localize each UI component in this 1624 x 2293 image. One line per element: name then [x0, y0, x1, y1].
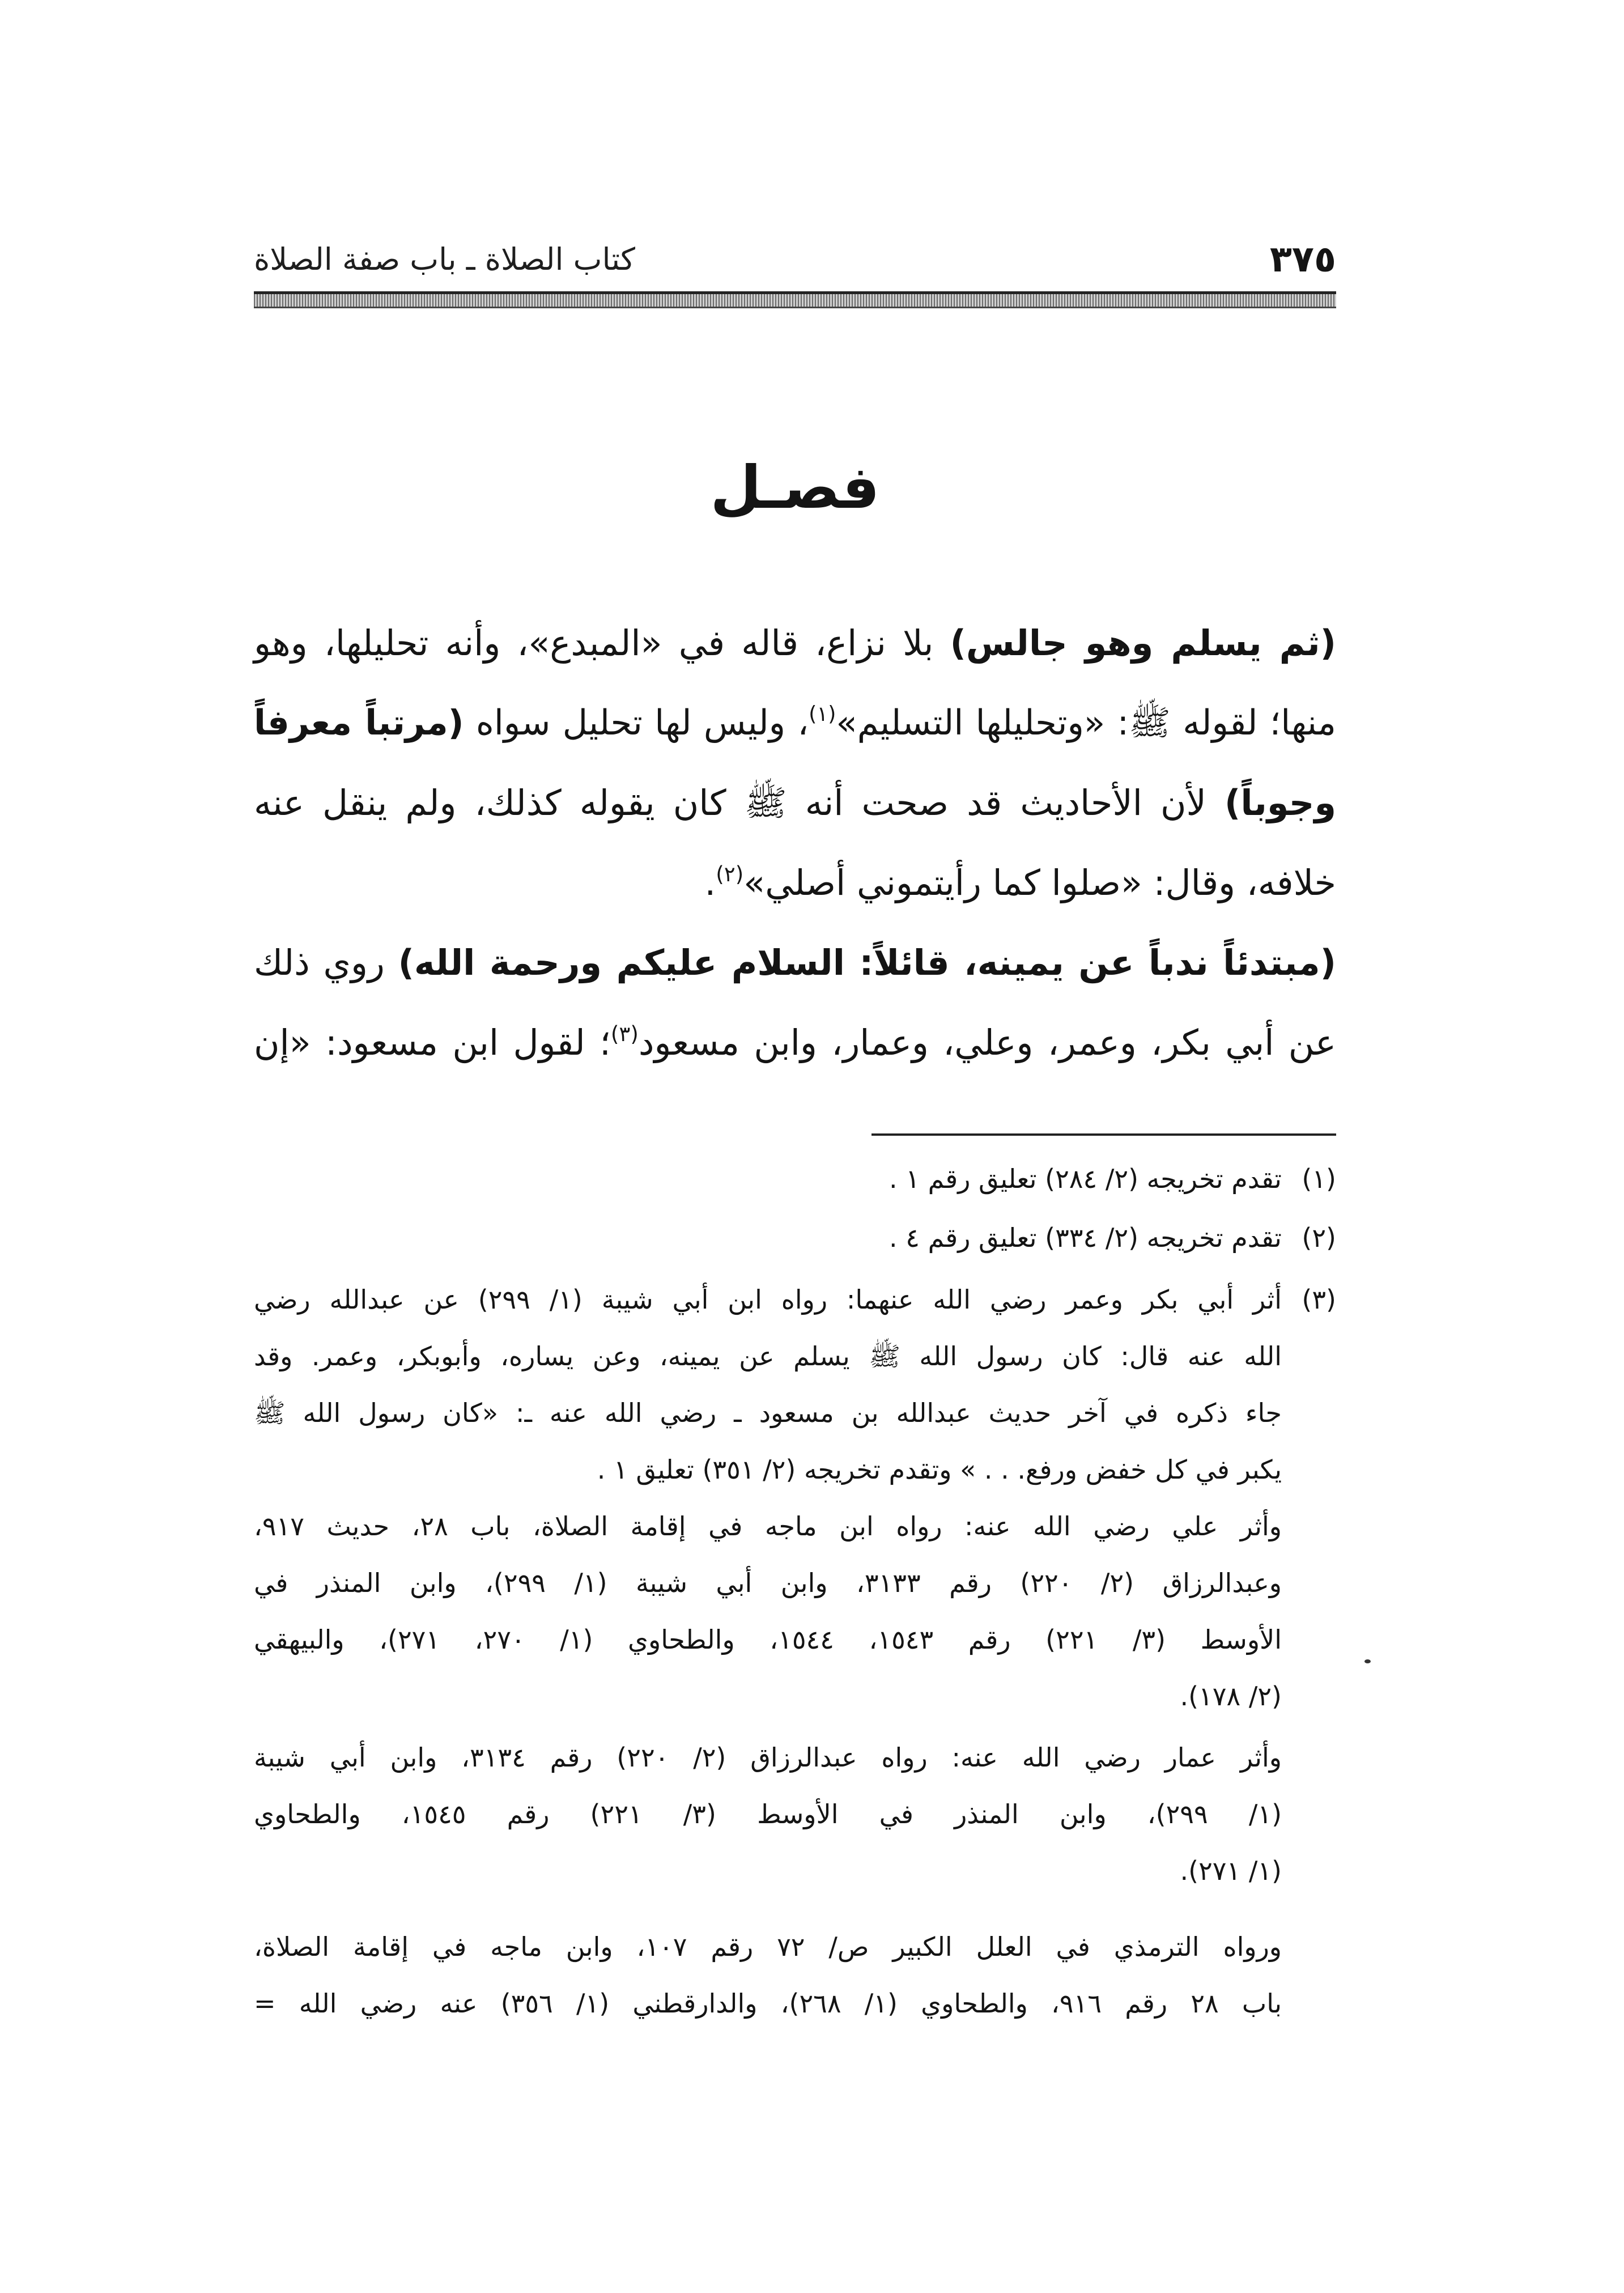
footnote-text [254, 1209, 1282, 1266]
body-line [254, 763, 1336, 843]
footnote-ref: (١) [809, 702, 836, 727]
footnotes [254, 1150, 1336, 2032]
footnote-line: باب ٢٨ رقم ٩١٦، والطحاوي (١/ ٢٦٨)، والدارقطني (١/ ٣٥٦) عنه رضي الله = [254, 1988, 1282, 2019]
footnote-3 [254, 1271, 1336, 2032]
footnote-line: يكبر في كل خفض ورفع. . . » وتقدم تخريجه (٢/ ٣٥١) تعليق ١ . [597, 1454, 1282, 1485]
footnote-paragraph [254, 1498, 1282, 1725]
main-text [254, 603, 1336, 1082]
footnote-1 [254, 1150, 1336, 1207]
text-segment: روي ذلك [254, 942, 398, 983]
header-rule [254, 291, 1336, 308]
footnote-number: (٣) [1302, 1284, 1336, 1315]
running-header [254, 233, 1336, 286]
text-segment: عن أبي بكر، وعمر، وعلي، وعمار، وابن مسعود [638, 1022, 1336, 1063]
footnote-line: (١/ ٢٩٩)، وابن المنذر في الأوسط (٣/ ٢٢١) رقم ١٥٤٥، والطحاوي [254, 1799, 1282, 1829]
footnote-paragraph [254, 1271, 1282, 1498]
footnote-line: (١/ ٢٧١). [1180, 1855, 1282, 1886]
footnote-line: تقدم تخريجه (٢/ ٢٨٤) تعليق رقم ١ . [889, 1164, 1282, 1194]
footnote-line: جاء ذكره في آخر حديث عبدالله بن مسعود ـ رضي الله عنه ـ: «كان رسول الله ﷺ [254, 1398, 1282, 1428]
footnote-line: (٢/ ١٧٨). [1180, 1681, 1282, 1712]
body-line [254, 843, 1336, 923]
body-line [254, 683, 1336, 763]
section-title: فصـل [710, 453, 880, 522]
footnote-paragraph [254, 1729, 1282, 1899]
text-segment: بلا نزاع، قاله في «المبدع»، وأنه تحليلها، وهو [254, 622, 950, 664]
footnote-line: أثر أبي بكر وعمر رضي الله عنهما: رواه ابن أبي شيبة (١/ ٢٩٩) عن عبدالله رضي [254, 1284, 1282, 1315]
body-line [254, 1003, 1336, 1082]
body-line [254, 603, 1336, 683]
text-segment: منها؛ لقوله ﷺ: «وتحليلها التسليم» [836, 703, 1336, 743]
running-title: كتاب الصلاة ـ باب صفة الصلاة [254, 241, 635, 277]
page-number: ٣٧٥ [1269, 239, 1336, 281]
footnote-2 [254, 1209, 1336, 1266]
footnote-line: الأوسط (٣/ ٢٢١) رقم ١٥٤٣، ١٥٤٤، والطحاوي (١/ ٢٧٠، ٢٧١)، والبيهقي [254, 1624, 1282, 1655]
footnote-separator [871, 1133, 1336, 1136]
footnote-line: وعبدالرزاق (٢/ ٢٢٠) رقم ٣١٣٣، وابن أبي شيبة (١/ ٢٩٩)، وابن المنذر في [254, 1568, 1282, 1598]
bold-text-segment: (ثم يسلم وهو جالس) [950, 622, 1336, 664]
footnote-line: ورواه الترمذي في العلل الكبير ص/ ٧٢ رقم ١٠٧، وابن ماجه في إقامة الصلاة، [254, 1931, 1282, 1962]
footnote-line: تقدم تخريجه (٢/ ٣٣٤) تعليق رقم ٤ . [889, 1222, 1282, 1253]
footnote-line: وأثر علي رضي الله عنه: رواه ابن ماجه في إقامة الصلاة، باب ٢٨، حديث ٩١٧، [254, 1511, 1282, 1542]
text-segment: ؛ لقول ابن مسعود: «إن [254, 1022, 611, 1063]
footnote-text [254, 1271, 1282, 2032]
text-segment: خلافه، وقال: «صلوا كما رأيتموني أصلي» [743, 862, 1336, 903]
footnote-text [254, 1150, 1282, 1207]
bold-text-segment: وجوباً) [1225, 782, 1336, 823]
body-line [254, 923, 1336, 1003]
text-segment: لأن الأحاديث قد صحت أنه ﷺ كان يقوله كذلك، ولم ينقل عنه [254, 782, 1225, 823]
footnote-ref: (٣) [610, 1021, 639, 1046]
margin-scan-mark [1364, 1659, 1371, 1663]
footnote-ref: (٢) [716, 861, 744, 886]
text-segment: . [704, 862, 716, 903]
footnote-line: وأثر عمار رضي الله عنه: رواه عبدالرزاق (٢/ ٢٢٠) رقم ٣١٣٤، وابن أبي شيبة [254, 1742, 1282, 1773]
footnote-line: الله عنه قال: كان رسول الله ﷺ يسلم عن يمينه، وعن يساره، وأبوبكر، وعمر. وقد [254, 1341, 1282, 1371]
footnote-number: (٢) [1302, 1222, 1336, 1253]
text-segment: ، وليس لها تحليل سواه [464, 703, 809, 743]
footnote-number: (١) [1302, 1164, 1336, 1194]
bold-text-segment: (مرتباً معرفاً [254, 703, 464, 743]
bold-text-segment: (مبتدئاً ندباً عن يمينه، قائلاً: السلام عليكم ورحمة الله) [398, 942, 1337, 983]
footnote-paragraph [254, 1918, 1282, 2032]
